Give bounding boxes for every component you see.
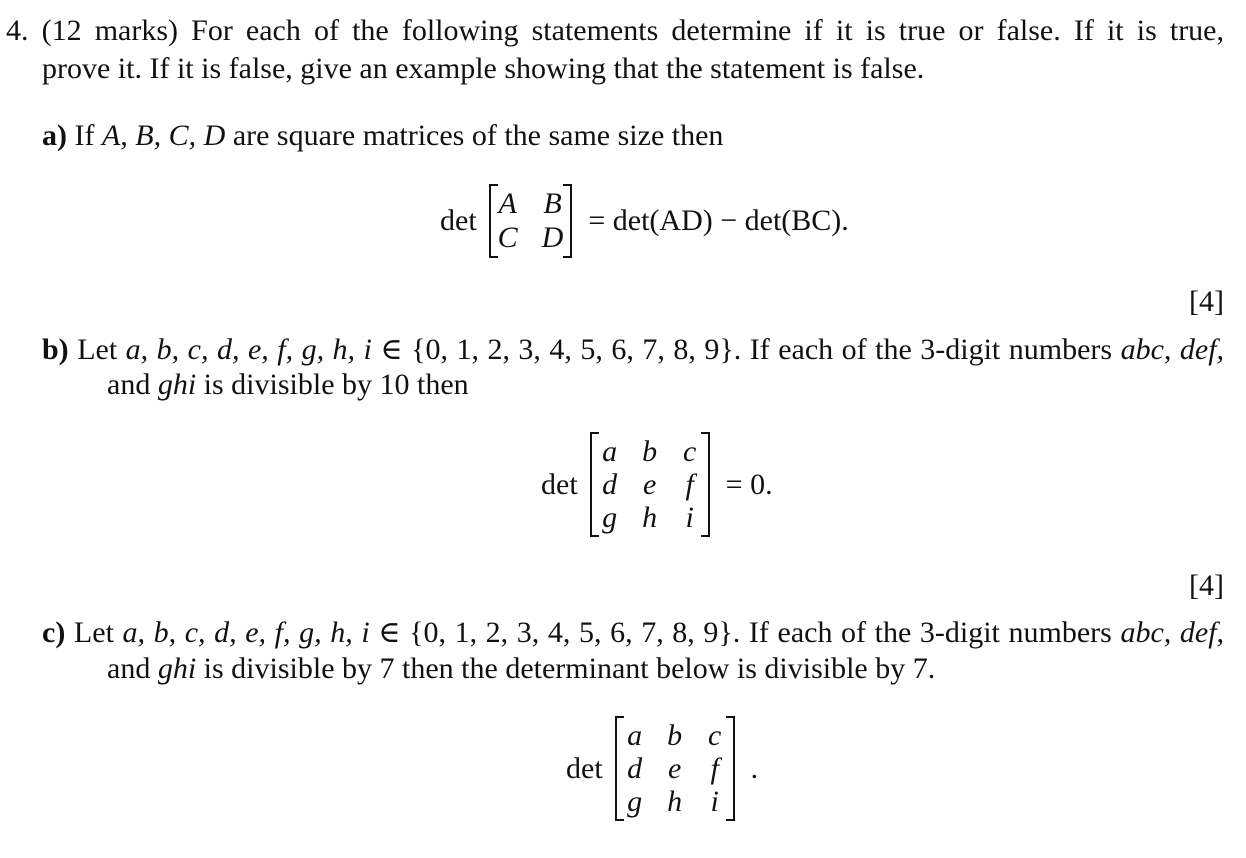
part-c-statement-line-2 (107, 654, 935, 684)
matrix-cell: e (642, 468, 657, 501)
part-a-text-post: are square matrices of the same size then (232, 119, 724, 152)
part-a-label: a) (42, 119, 67, 152)
part-c-and: and (107, 652, 151, 685)
part-b-rhs: = 0. (725, 467, 773, 501)
matrix-cell: b (642, 435, 658, 468)
part-c-label: c) (42, 616, 66, 649)
question-intro-line-2 (42, 54, 924, 84)
part-c-condition: is divisible by 7 then the determinant below is divisible by 7. (203, 652, 936, 685)
part-a-text-pre: If (74, 119, 95, 152)
matrix-cell: h (667, 785, 683, 818)
part-a-det: det (440, 204, 477, 237)
matrix-cell: g (627, 785, 643, 818)
part-b-condition: is divisible by 10 then (203, 368, 469, 401)
part-b-marks: [4] (1189, 569, 1224, 602)
matrix-cell: b (667, 719, 683, 752)
part-b-label: b) (42, 333, 69, 366)
matrix-cell: a (627, 719, 643, 752)
matrix-cell: d (602, 468, 618, 501)
matrix-cell-D: D (541, 221, 564, 254)
part-c-vars: a, b, c, d, e, f, g, h, i (122, 616, 370, 649)
part-b-det: det (541, 467, 578, 501)
matrix-cell: f (685, 468, 694, 501)
part-c-equation (566, 716, 758, 821)
matrix-cell: h (642, 501, 658, 534)
part-a-equation (440, 184, 849, 258)
part-c-number-def: def, (1179, 616, 1225, 649)
matrix-cell: f (710, 752, 719, 785)
part-c-let: Let (73, 616, 114, 649)
part-b-matrix (590, 432, 710, 537)
part-a-statement (42, 121, 723, 151)
part-c-number-abc: abc, (1120, 616, 1172, 649)
part-b-and: and (107, 368, 151, 401)
matrix-cell: c (682, 435, 697, 468)
matrix-cell: e (667, 752, 682, 785)
part-b-number-ghi: ghi (157, 368, 197, 401)
matrix-cell: g (602, 501, 618, 534)
part-c-number-ghi: ghi (157, 652, 197, 685)
matrix-cell: d (627, 752, 643, 785)
part-a-marks: [4] (1189, 285, 1224, 318)
matrix-cell: a (602, 435, 618, 468)
part-b-set: ∈ {0, 1, 2, 3, 4, 5, 6, 7, 8, 9}. If each of the 3-digit numbers (380, 333, 1113, 366)
part-b-let: Let (77, 333, 118, 366)
matrix-cell-A: A (498, 187, 517, 220)
matrix-cell-B: B (543, 187, 562, 220)
question-intro-text: (12 marks) For each of the following statements determine if it is true or false. If it is true, (41, 14, 1225, 47)
matrix-cell-C: C (497, 221, 518, 254)
matrix-cell: i (710, 785, 719, 818)
part-c-det: det (566, 751, 603, 785)
part-b-number-def: def, (1179, 333, 1225, 366)
question-intro-text-2: prove it. If it is false, give an example showing that the statement is false. (42, 52, 925, 85)
part-b-vars: a, b, c, d, e, f, g, h, i (125, 333, 372, 366)
part-b-equation (541, 432, 773, 537)
part-b-number-abc: abc, (1120, 333, 1172, 366)
matrix-cell: c (707, 719, 722, 752)
part-c-statement-line-1 (42, 618, 1224, 648)
part-c-rhs: . (750, 751, 759, 785)
part-a-block-matrix (489, 184, 573, 258)
part-b-statement-line-1 (42, 335, 1224, 365)
part-a-vars: A, B, C, D (101, 119, 226, 152)
matrix-cell: i (685, 501, 694, 534)
part-b-statement-line-2 (107, 370, 469, 400)
question-number: 4. (6, 14, 29, 47)
part-c-set: ∈ {0, 1, 2, 3, 4, 5, 6, 7, 8, 9}. If each of the 3-digit numbers (378, 616, 1112, 649)
part-c-matrix (615, 716, 735, 821)
question-intro-line-1 (6, 16, 1224, 46)
part-a-rhs: = det(AD) − det(BC). (588, 204, 849, 237)
